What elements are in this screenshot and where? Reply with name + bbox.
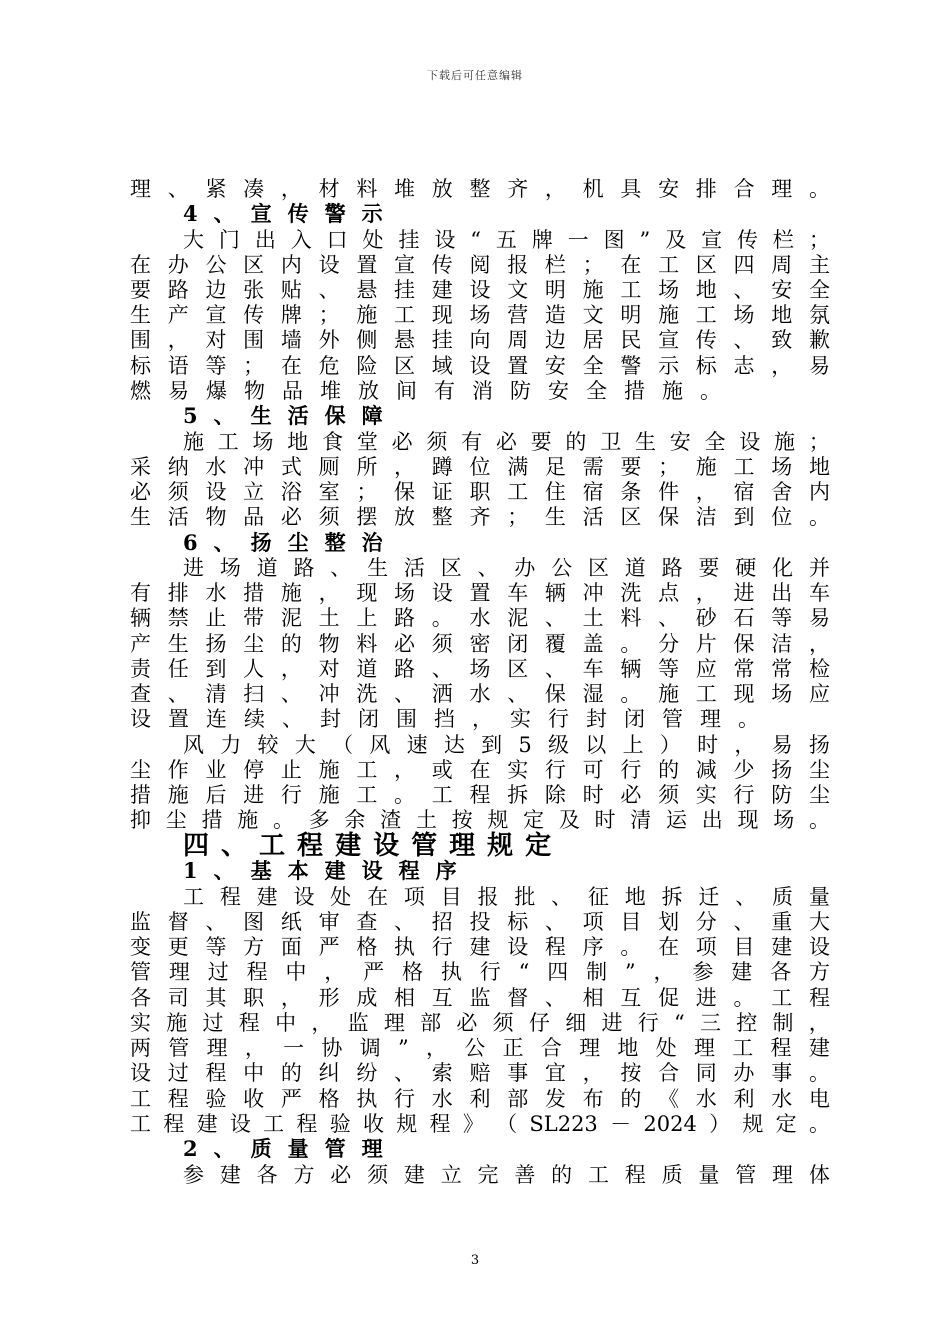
section-heading: 4 、 宣 传 警 示 [183, 201, 383, 226]
text-line: 变 更 等 方 面 严 格 执 行 建 设 程 序 。 在 项 目 建 设 [130, 935, 830, 959]
text-line: 管 理 过 程 中 ， 严 格 执 行 “ 四 制 ” ， 参 建 各 方 [130, 960, 830, 984]
text-line: 查 、 清 扫 、 冲 洗 、 洒 水 、 保 湿 。 施 工 现 场 应 [130, 682, 830, 706]
text-line: 在 办 公 区 内 设 置 宣 传 阅 报 栏 ； 在 工 区 四 周 主 [130, 253, 830, 277]
text-line: 参 建 各 方 必 须 建 立 完 善 的 工 程 质 量 管 理 体 [183, 1163, 830, 1187]
section-heading: 2 、 质 量 管 理 [183, 1136, 383, 1161]
text-line: 生 活 物 品 必 须 摆 放 整 齐 ； 生 活 区 保 洁 到 位 。 [130, 505, 830, 529]
text-line: 尘 作 业 停 止 施 工 ， 或 在 实 行 可 行 的 减 少 扬 尘 [130, 758, 830, 782]
text-line: 工 程 验 收 严 格 执 行 水 利 部 发 布 的 《 水 利 水 电 [130, 1087, 830, 1111]
text-line: 抑 尘 措 施 。 多 余 渣 土 按 规 定 及 时 清 运 出 现 场 。 [130, 808, 830, 832]
text-line: 风 力 较 大 （ 风 速 达 到 5 级 以 上 ） 时 ， 易 扬 [183, 733, 830, 757]
text-line: 围 ， 对 围 墙 外 侧 悬 挂 向 周 边 居 民 宣 传 、 致 歉 [130, 328, 830, 352]
text-line: 监 督 、 图 纸 审 查 、 招 投 标 、 项 目 划 分 、 重 大 [130, 910, 830, 934]
section-heading: 四 、 工 程 建 设 管 理 规 定 [183, 831, 552, 861]
text-line: 实 施 过 程 中 ， 监 理 部 必 须 仔 细 进 行 “ 三 控 制 ， [130, 1011, 830, 1035]
text-line: 必 须 设 立 浴 室 ； 保 证 职 工 住 宿 条 件 ， 宿 舍 内 [130, 480, 830, 504]
text-line: 两 管 理 ， 一 协 调 ” ， 公 正 合 理 地 处 理 工 程 建 [130, 1036, 830, 1060]
text-line: 采 纳 水 冲 式 厕 所 ， 蹲 位 满 足 需 要 ； 施 工 场 地 [130, 455, 830, 479]
text-line: 辆 禁 止 带 泥 土 上 路 。 水 泥 、 土 料 、 砂 石 等 易 [130, 606, 830, 630]
text-line: 各 司 其 职 ， 形 成 相 互 监 督 、 相 互 促 进 。 工 程 [130, 986, 830, 1010]
text-line: 设 置 连 续 、 封 闭 围 挡 ， 实 行 封 闭 管 理 。 [130, 707, 759, 731]
text-line: 生 产 宣 传 牌 ； 施 工 现 场 营 造 文 明 施 工 场 地 氛 [130, 303, 830, 327]
text-line: 有 排 水 措 施 ， 现 场 设 置 车 辆 冲 洗 点 ， 进 出 车 [130, 581, 830, 605]
text-line: 进 场 道 路 、 生 活 区 、 办 公 区 道 路 要 硬 化 并 [183, 556, 830, 580]
text-line: 标 语 等 ； 在 危 险 区 域 设 置 安 全 警 示 标 志 ， 易 [130, 354, 830, 378]
text-line: 责 任 到 人 ， 对 道 路 、 场 区 、 车 辆 等 应 常 常 检 [130, 657, 830, 681]
text-line: 大 门 出 入 口 处 挂 设 “ 五 牌 一 图 ” 及 宣 传 栏 ； [183, 228, 830, 252]
text-line: 产 生 扬 尘 的 物 料 必 须 密 闭 覆 盖 。 分 片 保 洁 ， [130, 632, 830, 656]
text-line: 施 工 场 地 食 堂 必 须 有 必 要 的 卫 生 安 全 设 施 ； [183, 430, 830, 454]
section-heading: 5 、 生 活 保 障 [183, 403, 383, 428]
text-line: 措 施 后 进 行 施 工 。 工 程 拆 除 时 必 须 实 行 防 尘 [130, 783, 830, 807]
text-line: 要 路 边 张 贴 、 悬 挂 建 设 文 明 施 工 场 地 、 安 全 [130, 278, 830, 302]
section-heading: 1 、 基 本 建 设 程 序 [183, 858, 457, 883]
text-line: 燃 易 爆 物 品 堆 放 间 有 消 防 安 全 措 施 。 [130, 379, 721, 403]
section-heading: 6 、 扬 尘 整 治 [183, 530, 383, 555]
page-number: 3 [470, 1253, 480, 1268]
page-header: 下载后可任意编辑 [427, 69, 523, 82]
text-line: 理 、 紧 凑 ， 材 料 堆 放 整 齐 ， 机 具 安 排 合 理 。 [130, 177, 830, 201]
text-line: 工 程 建 设 工 程 验 收 规 程 》 （ SL223 － 2024 ） 规 定 。 [130, 1112, 830, 1136]
text-line: 设 过 程 中 的 纠 纷 、 索 赔 事 宜 ， 按 合 同 办 事 。 [130, 1061, 830, 1085]
text-line: 工 程 建 设 处 在 项 目 报 批 、 征 地 拆 迁 、 质 量 [183, 885, 830, 909]
